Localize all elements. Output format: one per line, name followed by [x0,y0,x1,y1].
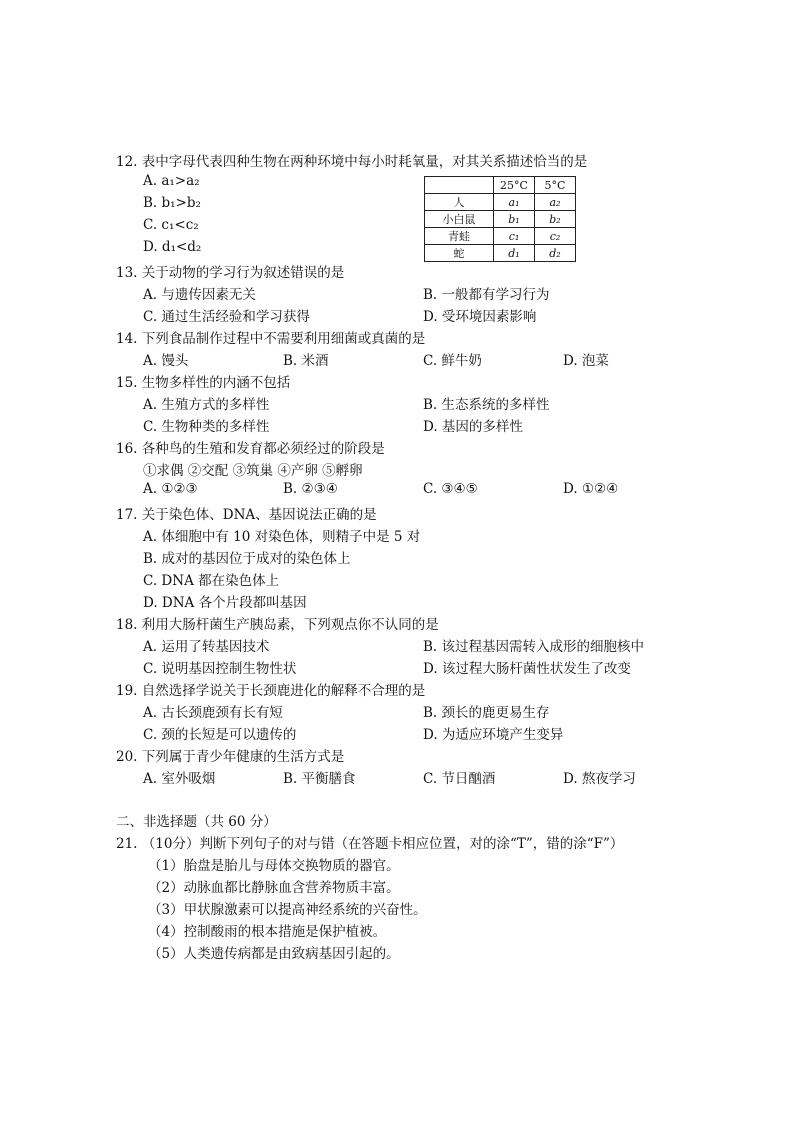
question-16-option-b: B. ②③④ [283,481,338,497]
question-13-option-b: B. 一般都有学习行为 [423,287,550,303]
question-18-option-d: D. 该过程大肠杆菌性状发生了改变 [423,661,631,677]
table-header-25c: 25°C [494,177,535,194]
question-14-option-b: B. 米酒 [283,353,329,369]
table-header-blank [425,177,494,194]
table-row-label: 小白鼠 [425,211,494,228]
question-13-option-a: A. 与遗传因素无关 [143,287,256,303]
section-2-title: 二、非选择题（共 60 分） [116,814,277,830]
question-14-option-c: C. 鲜牛奶 [423,353,482,369]
question-14-stem: 14. 下列食品制作过程中不需要利用细菌或真菌的是 [116,331,426,347]
question-12-option-b: B. b₁>b₂ [143,195,201,211]
question-12-option-d: D. d₁<d₂ [143,239,202,255]
question-17-option-b: B. 成对的基因位于成对的染色体上 [143,551,351,567]
question-16-items: ①求偶 ②交配 ③筑巢 ④产卵 ⑤孵卵 [143,463,363,479]
question-15-option-d: D. 基因的多样性 [423,419,523,435]
question-17-stem: 17. 关于染色体、DNA、基因说法正确的是 [116,507,377,523]
question-19-option-b: B. 颈长的鹿更易生存 [423,705,550,721]
table-cell: d₂ [535,245,576,262]
table-cell: a₂ [535,194,576,211]
question-20-option-b: B. 平衡膳食 [283,771,356,787]
question-21-stem: 21. （10分）判断下列句子的对与错（在答题卡相应位置，对的涂“T”，错的涂“F”） [116,836,624,852]
question-13-stem: 13. 关于动物的学习行为叙述错误的是 [116,265,345,281]
table-row-label: 青蛙 [425,228,494,245]
question-18-option-a: A. 运用了转基因技术 [143,639,270,655]
table-row-label: 蛇 [425,245,494,262]
question-14-option-a: A. 馒头 [143,353,189,369]
question-17-option-d: D. DNA 各个片段都叫基因 [143,595,307,611]
question-19-option-a: A. 古长颈鹿颈有长有短 [143,705,283,721]
question-19-option-d: D. 为适应环境产生变异 [423,727,564,743]
question-16-option-d: D. ①②④ [563,481,619,497]
question-16-option-c: C. ③④⑤ [423,481,478,497]
table-cell: c₂ [535,228,576,245]
table-cell: a₁ [494,194,535,211]
question-14-option-d: D. 泡菜 [563,353,609,369]
table-cell: d₁ [494,245,535,262]
table-row [425,245,576,262]
table-cell: c₁ [494,228,535,245]
question-12-stem: 12. 表中字母代表四种生物在两种环境中每小时耗氧量，对其关系描述恰当的是 [116,154,588,170]
question-17-option-a: A. 体细胞中有 10 对染色体，则精子中是 5 对 [143,529,421,545]
question-20-option-a: A. 室外吸烟 [143,771,216,787]
question-19-option-c: C. 颈的长短是可以遗传的 [143,727,297,743]
question-18-option-c: C. 说明基因控制生物性状 [143,661,297,677]
oxygen-consumption-table [424,176,576,262]
question-21-item-5: （5）人类遗传病都是由致病基因引起的。 [148,946,400,962]
question-21-item-4: （4）控制酸雨的根本措施是保护植被。 [148,924,387,940]
question-21-item-1: （1）胎盘是胎儿与母体交换物质的器官。 [148,858,400,874]
question-19-stem: 19. 自然选择学说关于长颈鹿进化的解释不合理的是 [116,683,426,699]
question-20-option-c: C. 节日酗酒 [423,771,496,787]
table-row [425,211,576,228]
table-header-row [425,177,576,194]
question-21-item-2: （2）动脉血都比静脉血含营养物质丰富。 [148,880,400,896]
question-20-option-d: D. 熬夜学习 [563,771,636,787]
question-17-option-c: C. DNA 都在染色体上 [143,573,280,589]
question-18-option-b: B. 该过程基因需转入成形的细胞核中 [423,639,645,655]
table-cell: b₁ [494,211,535,228]
question-18-stem: 18. 利用大肠杆菌生产胰岛素，下列观点你不认同的是 [116,617,439,633]
question-16-stem: 16. 各种鸟的生殖和发育都必须经过的阶段是 [116,441,385,457]
question-20-stem: 20. 下列属于青少年健康的生活方式是 [116,749,345,765]
table-header-5c: 5°C [535,177,576,194]
question-15-stem: 15. 生物多样性的内涵不包括 [116,375,291,391]
table-row [425,228,576,245]
question-21-item-3: （3）甲状腺激素可以提高神经系统的兴奋性。 [148,902,427,918]
table-cell: b₂ [535,211,576,228]
question-16-option-a: A. ①②③ [143,481,198,497]
question-13-option-c: C. 通过生活经验和学习获得 [143,309,310,325]
table-row [425,194,576,211]
question-15-option-b: B. 生态系统的多样性 [423,397,550,413]
question-12-option-c: C. c₁<c₂ [143,217,199,233]
question-15-option-c: C. 生物种类的多样性 [143,419,270,435]
question-12-option-a: A. a₁>a₂ [143,173,200,189]
question-15-option-a: A. 生殖方式的多样性 [143,397,270,413]
question-13-option-d: D. 受环境因素影响 [423,309,537,325]
table-row-label: 人 [425,194,494,211]
